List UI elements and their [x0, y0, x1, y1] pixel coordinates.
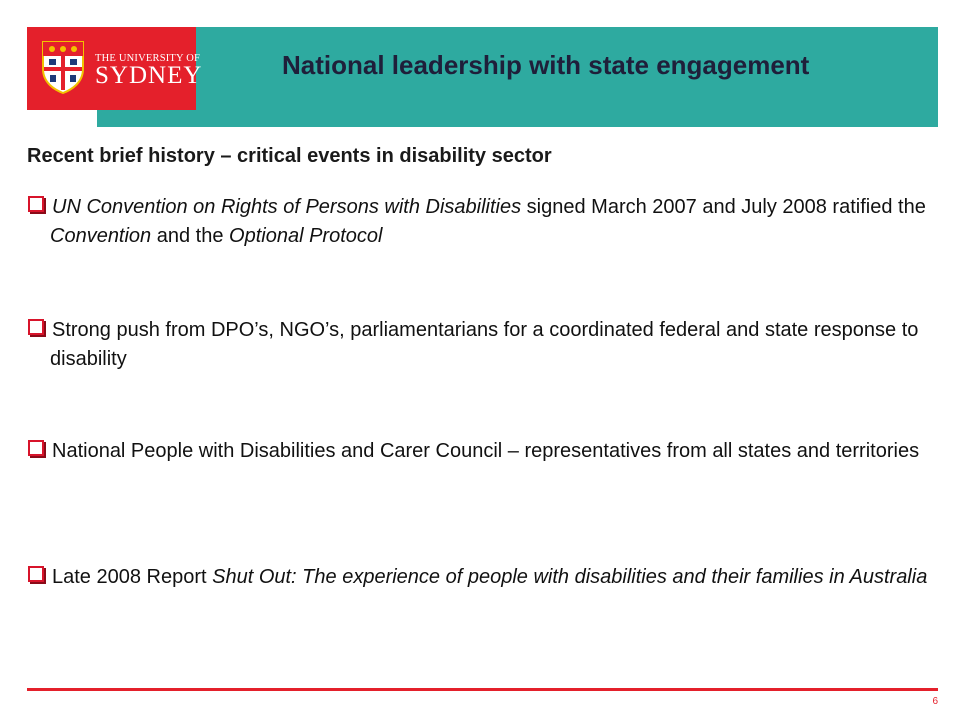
bullet-text	[50, 196, 926, 247]
hollow-square-bullet-icon	[28, 566, 44, 582]
bullet-item	[28, 563, 955, 592]
bullet-text	[52, 566, 927, 588]
university-logo	[27, 27, 203, 110]
bullet-segment: Shut Out: The experience of people with disabilities and their families in Australia	[212, 566, 928, 588]
bullet-segment: Strong push from DPO’s, NGO’s, parliamentarians for a coordinated federal and state response to disability	[50, 319, 919, 370]
hollow-square-bullet-icon	[28, 319, 44, 335]
bullet-segment: Convention	[50, 225, 152, 247]
bullet-segment: signed March 2007 and July 2008 ratified the	[521, 196, 926, 218]
hollow-square-bullet-icon	[28, 196, 44, 212]
bullet-segment: National People with Disabilities and Carer Council – representatives from all states and territories	[52, 440, 920, 462]
bullet-segment: and the	[151, 225, 230, 247]
page-number: 6	[932, 696, 938, 707]
bullet-item	[28, 193, 955, 251]
bullet-text	[50, 319, 918, 370]
bullet-item	[28, 316, 955, 374]
slide-subtitle: Recent brief history – critical events in disability sector	[27, 145, 552, 167]
logo-text-line1: THE UNIVERSITY OF	[95, 53, 201, 64]
bullet-segment: Optional Protocol	[229, 225, 383, 247]
bullet-text	[52, 440, 919, 462]
crest-icon	[40, 39, 86, 95]
bullet-segment: Late 2008 Report	[52, 566, 213, 588]
slide-title: National leadership with state engagement	[282, 50, 810, 80]
bullet-item	[28, 437, 955, 466]
footer-divider	[27, 688, 938, 691]
hollow-square-bullet-icon	[28, 440, 44, 456]
logo-text-line2: SYDNEY	[95, 62, 203, 89]
bullet-segment: UN Convention on Rights of Persons with Disabilities	[52, 196, 522, 218]
